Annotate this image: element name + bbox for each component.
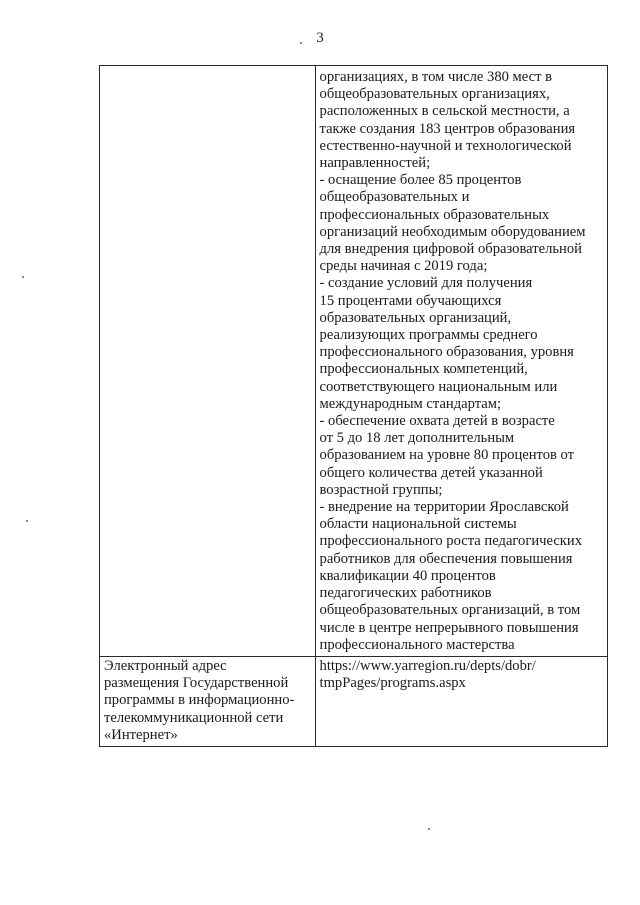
text-line: профессиональных образовательных — [319, 206, 550, 223]
scan-speck — [26, 520, 28, 522]
text-line: профессионального мастерства — [319, 636, 515, 653]
text-line: соответствующего национальным или — [319, 378, 558, 395]
text-line: - оснащение более 85 процентов — [319, 172, 522, 189]
website-url-line: tmpPages/programs.aspx — [319, 675, 466, 692]
text-line: педагогических работников — [319, 585, 492, 602]
text-line: квалификации 40 процентов — [319, 567, 496, 584]
text-line: среды начиная с 2019 года; — [319, 258, 488, 275]
page-number: 3 — [316, 30, 324, 46]
scan-speck — [300, 42, 302, 44]
text-line: направленностей; — [319, 155, 431, 172]
table-row — [100, 656, 608, 746]
text-line: «Интернет» — [104, 726, 178, 743]
text-line: образовательных организаций, — [319, 309, 512, 326]
website-url-line: https://www.yarregion.ru/depts/dobr/ — [319, 657, 536, 674]
text-line: числе в центре непрерывного повышения — [319, 619, 579, 636]
website-url-cell — [315, 656, 607, 746]
text-line: работников для обеспечения повышения — [319, 550, 573, 567]
text-line: общего количества детей указанной — [319, 464, 543, 481]
text-line: Электронный адрес — [104, 657, 227, 674]
scan-speck — [22, 276, 24, 278]
scan-speck — [428, 828, 430, 830]
text-line: естественно-научной и технологической — [319, 137, 572, 154]
text-line: общеобразовательных организациях, — [319, 86, 550, 103]
text-line: профессионального образования, уровня — [319, 344, 574, 361]
text-line: международным стандартам; — [319, 395, 502, 412]
text-line: общеобразовательных организаций, в том — [319, 602, 581, 619]
text-line: организациях, в том числе 380 мест в — [319, 69, 553, 85]
text-line: области национальной системы — [319, 516, 517, 533]
text-line: организаций необходимым оборудованием — [319, 223, 586, 240]
text-line: профессиональных компетенций, — [319, 361, 528, 378]
text-line: также создания 183 центров образования — [319, 120, 576, 137]
text-line: реализующих программы среднего — [319, 327, 538, 344]
text-line: размещения Государственной — [104, 675, 289, 692]
text-line: профессионального роста педагогических — [319, 533, 582, 550]
table-row — [100, 66, 608, 657]
text-line: для внедрения цифровой образовательной — [319, 241, 582, 258]
text-line: - создание условий для получения — [319, 275, 533, 292]
text-line: расположенных в сельской местности, а — [319, 103, 570, 120]
text-line: возрастной группы; — [319, 481, 443, 498]
text-line: 15 процентами обучающихся — [319, 292, 502, 309]
program-passport-table — [99, 65, 608, 747]
text-line: образованием на уровне 80 процентов от — [319, 447, 575, 464]
text-line: от 5 до 18 лет дополнительным — [319, 430, 515, 447]
text-line: - внедрение на территории Ярославской — [319, 499, 569, 516]
website-label-cell — [100, 656, 316, 746]
text-line: - обеспечение охвата детей в возрасте — [319, 413, 555, 430]
text-line: телекоммуникационной сети — [104, 709, 284, 726]
row1-value-cell — [315, 66, 607, 657]
text-line: программы в информационно- — [104, 692, 295, 709]
text-line: общеобразовательных и — [319, 189, 470, 206]
row1-label-cell — [100, 66, 316, 657]
